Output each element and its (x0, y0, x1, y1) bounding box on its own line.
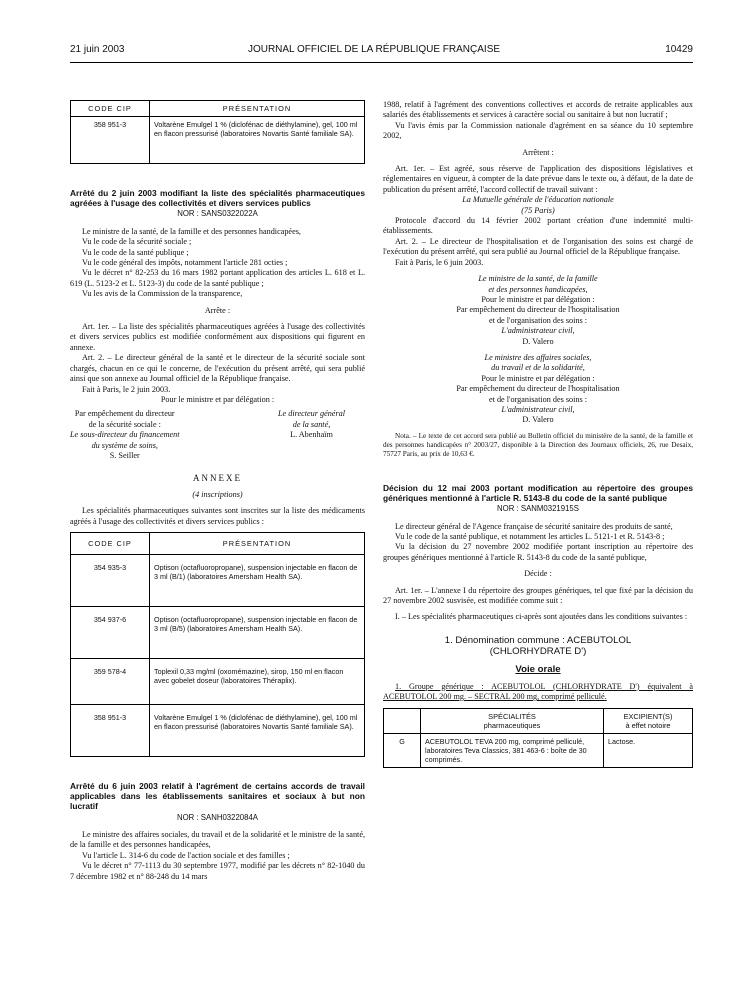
paragraph: Le ministre de la santé, de la famille et des personnes handicapées, (82, 226, 301, 236)
paragraph: Le directeur général de l'Agence française de sécurité sanitaire des produits de santé, (395, 521, 673, 531)
signature-line: de la santé, (292, 419, 331, 429)
paragraph: I. – Les spécialités pharmaceutiques ci-après sont ajoutées dans les conditions suivantes : (395, 612, 688, 622)
signature-line: Par empêchement du directeur de l'hospitalisation (456, 305, 620, 315)
fait-a-paris: Fait à Paris, le 6 juin 2003. (395, 257, 484, 267)
signature-line: Le sous-directeur du financement (70, 430, 180, 440)
cip-code: 359 578-4 (71, 658, 150, 704)
presentation-text: Voltarène Emulgel 1 % (diclofénac de diéthylamine), gel, 100 ml en flacon pressurisé (laboratoires Novartis Santé familiale SA). (150, 704, 365, 756)
table-header: EXCIPIENT(S) à effet notoire (604, 709, 693, 734)
signature-block (70, 409, 365, 461)
route-heading: Voie orale (515, 664, 561, 676)
signature-block-a (383, 274, 693, 347)
annexe-subtitle: (4 inscriptions) (192, 489, 243, 499)
paragraph: Le ministre des affaires sociales, du travail et de la solidarité et le ministre de la santé, de la famille et des personnes handicapées, (70, 829, 365, 850)
annexe-intro: Les spécialités pharmaceutiques suivantes sont inscrites sur la liste des médicaments agréés à l'usage des collectivités et divers services publics : (70, 506, 365, 526)
generic-group: 1. Groupe générique : ACEBUTOLOL (CHLORHYDRATE D') équivalent à ACEBUTOLOL 200 mg. – SECTRAL 200 mg, comprimé pelliculé. (383, 681, 693, 702)
paragraph: Protocole d'accord du 14 février 2002 portant création d'une indemnité multi-établissements. (383, 216, 693, 236)
article-1: Art. 1er. – La liste des spécialités pharmaceutiques agréées à l'usage des collectivités et divers services publics est modifiée conformément aux dispositions qui figurent en annexe. (70, 322, 365, 352)
signatory-name: L. Abenhaïm (290, 430, 333, 440)
paragraph: Vu les avis de la Commission de la transparence, (82, 289, 243, 299)
signature-line: Le ministre de la santé, de la famille (478, 274, 598, 284)
table-header: SPÉCIALITÉS pharmaceutiques (421, 709, 604, 734)
paragraph: Vu le décret n° 82-253 du 16 mars 1982 portant application des articles L. 618 et L. 619 (L. 5123-2 et L. 5123-3) du code de la santé publique ; (70, 268, 365, 288)
signatory-name: D. Valero (522, 415, 554, 425)
article-2: Art. 2. – Le directeur de l'hospitalisation et de l'organisation des soins est chargé de l'exécution du présent arrêté, qui sera publié au Journal officiel de la République française. (383, 236, 693, 257)
organisation-name: La Mutuelle générale de l'éducation nationale (462, 195, 614, 205)
table-row (71, 117, 365, 164)
paragraph: 1988, relatif à l'agrément des conventions collectives et accords de retraite applicables aux salariés des établissements et services à caractère social ou sanitaire à but non lucratif ; (383, 100, 693, 120)
signature-line: Par empêchement du directeur de l'hospitalisation (456, 384, 620, 394)
arrete-title: Arrêté du 6 juin 2003 relatif à l'agrément de certains accords de travail applicables dans les établissements sanitaires et sociaux à but non lucratif (70, 780, 365, 812)
page-number: 10429 (665, 44, 693, 55)
table-header: CODE CIP (71, 101, 150, 117)
signature-line: Par empêchement du directeur (74, 409, 175, 419)
table-row (71, 606, 365, 658)
table-row (71, 704, 365, 756)
generic-table (383, 708, 693, 768)
presentation-text: Optison (octafluoropropane), suspension injectable en flacon de 3 ml (B/5) (laboratoires Amersham Health SA). (150, 606, 365, 658)
paragraph: Vu le code de la santé publique ; (82, 247, 189, 257)
signature-line: de la sécurité sociale : (88, 419, 161, 429)
signatory-name: D. Valero (522, 336, 554, 346)
arrete-title: Arrêté du 2 juin 2003 modifiant la liste des spécialités pharmaceutiques agréées à l'usage des collectivités et divers services publics (70, 188, 365, 209)
cip-code: 358 951-3 (71, 117, 150, 164)
right-column (383, 100, 693, 768)
table-row (71, 554, 365, 606)
table-presentation-1 (70, 100, 365, 164)
paragraph: Vu la décision du 27 novembre 2002 modifiée portant inscription au répertoire des groupes génériques mentionné à l'article R. 5143-8 du code de la santé publique, (383, 542, 693, 562)
table-header: PRÉSENTATION (150, 101, 365, 117)
table-header: CODE CIP (71, 532, 150, 554)
annexe-title: ANNEXE (193, 473, 242, 484)
signature-line: Pour le ministre et par délégation : (481, 294, 595, 304)
table-presentation-2 (70, 532, 365, 757)
signature-line: et de l'organisation des soins : (489, 315, 587, 325)
signature-line: Pour le ministre et par délégation : (481, 373, 595, 383)
denomination-heading: 1. Dénomination commune : ACEBUTOLOL (444, 634, 632, 646)
paragraph: Vu le code de la sécurité sociale ; (82, 237, 192, 247)
delegation-line: Pour le ministre et par délégation : (160, 394, 275, 404)
decision-title: Décision du 12 mai 2003 portant modification au répertoire des groupes génériques mentionné à l'article R. 5143-8 du code de la santé publique (383, 482, 693, 503)
paragraph: Vu le code général des impôts, notamment l'article 281 octies ; (82, 258, 288, 268)
signature-line: du système de soins, (91, 440, 158, 450)
signature-line: L'administrateur civil, (501, 326, 575, 336)
denomination-heading: (CHLORHYDRATE D') (489, 646, 587, 658)
presentation-text: Optison (octafluoropropane), suspension injectable en flacon de 3 ml (B/1) (laboratoires Amersham Health SA). (150, 554, 365, 606)
arrete-label: Arrête : (204, 305, 231, 315)
table-row (384, 734, 693, 768)
paragraph: Vu le décret n° 77-1113 du 30 septembre 1977, modifié par les décrets n° 82-1040 du 7 décembre 1982 et n° 88-248 du 14 mars (70, 861, 365, 881)
nor-reference: NOR : SANH0322084A (176, 812, 259, 822)
signature-line: et des personnes handicapées, (488, 284, 588, 294)
cip-code: 354 935-3 (71, 554, 150, 606)
specialite-text: ACEBUTOLOL TEVA 200 mg, comprimé pelliculé, laboratoires Teva Classics, 381 463-6 : boîte de 30 comprimés. (421, 734, 604, 768)
article-1: Art. 1er. – L'annexe I du répertoire des groupes génériques, tel que fixé par la décision du 27 novembre 2002 susvisée, est modifiée comme suit : (383, 585, 693, 606)
table-header: PRÉSENTATION (150, 532, 365, 554)
decide-label: Décide : (524, 569, 552, 579)
paragraph: Vu l'avis émis par la Commission nationale d'agrément en sa séance du 10 septembre 2002, (383, 120, 693, 141)
signature-line: du travail et de la solidarité, (491, 363, 585, 373)
signature-line: L'administrateur civil, (501, 404, 575, 414)
excipient-text: Lactose. (604, 734, 693, 768)
signature-block-b (383, 353, 693, 426)
presentation-text: Voltarène Emulgel 1 % (diclofénac de diéthylamine), gel, 100 ml en flacon pressurisé (laboratoires Novartis Santé familiale SA). (150, 117, 365, 164)
cip-code: 358 951-3 (71, 704, 150, 756)
cip-code: 354 937-6 (71, 606, 150, 658)
fait-a-paris: Fait à Paris, le 2 juin 2003. (82, 384, 171, 394)
article-1: Art. 1er. – Est agréé, sous réserve de l'application des dispositions législatives et réglementaires en vigueur, à compter de la date prévue dans le texte ou, à défaut, de la date de publication du présent arrêté, l'accord collectif de travail suivant : (383, 164, 693, 194)
nota-note: Nota. – Le texte de cet accord sera publié au Bulletin officiel du ministère de la santé, de la famille et des personnes handicapées n° 2003/27, disponible à la Direction des Journaux officiels, 26, rue Desaix, 75727 Paris, au prix de 10,63 €. (383, 431, 693, 458)
paragraph: Vu le code de la santé publique, et notamment les articles L. 5121-1 et R. 5143-8 ; (395, 532, 665, 541)
signature-line: Le ministre des affaires sociales, (484, 352, 592, 362)
presentation-text: Toplexil 0,33 mg/ml (oxomémazine), sirop, 150 ml en flacon avec gobelet doseur (laboratoires Théraplix). (150, 658, 365, 704)
header-date: 21 juin 2003 (70, 44, 125, 55)
left-column (70, 100, 365, 882)
paragraph: Vu l'article L. 314-6 du code de l'action sociale et des familles ; (82, 850, 290, 860)
organisation-location: (75 Paris) (521, 205, 555, 215)
article-2: Art. 2. – Le directeur général de la santé et le directeur de la sécurité sociale sont chargés, chacun en ce qui le concerne, de l'exécution du présent arrêté, qui sera publié ainsi que son annexe au Journal officiel de la République française. (70, 353, 365, 384)
header-rule (70, 62, 693, 63)
journal-title: JOURNAL OFFICIEL DE LA RÉPUBLIQUE FRANÇAISE (247, 44, 501, 55)
signature-line: et de l'organisation des soins : (489, 394, 587, 404)
nor-reference: NOR : SANS0322022A (177, 209, 258, 219)
table-row (71, 658, 365, 704)
generic-marker: G (384, 734, 421, 768)
nor-reference: NOR : SANM0321915S (497, 504, 579, 514)
arretent-label: Arrêtent : (522, 147, 554, 157)
signatory-name: S. Seiller (109, 450, 140, 460)
signature-line: Le directeur général (278, 409, 345, 419)
